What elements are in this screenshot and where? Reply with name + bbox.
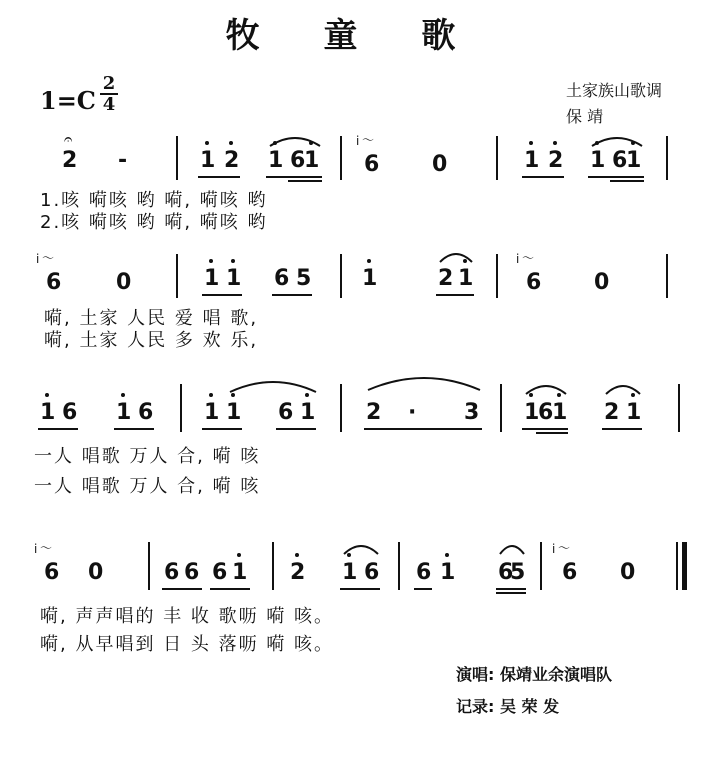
high-dot [209, 259, 213, 263]
note: - [118, 148, 128, 173]
author-credit: 保 靖 [566, 107, 604, 126]
note: 5 [510, 560, 526, 585]
note: 1 [524, 400, 540, 425]
lyric-line: 嗬, 土家 人民 爱 唱 歌, [44, 308, 259, 329]
underline [276, 428, 316, 430]
note: 1 [226, 266, 242, 291]
note: 6 [526, 270, 542, 295]
note: 1 [204, 400, 220, 425]
note: 1 [458, 266, 474, 291]
barline [340, 254, 342, 298]
lyric-line: 一人 唱歌 万人 合, 嗬 咳 [34, 446, 261, 467]
tremolo-icon: ～ [362, 133, 375, 147]
underline [496, 592, 526, 594]
underline [202, 294, 242, 296]
note: 1 [232, 560, 248, 585]
underline [340, 588, 380, 590]
song-title: 牧 童 歌 [225, 16, 482, 56]
barline [176, 136, 178, 180]
underline [436, 294, 474, 296]
slur [268, 134, 322, 148]
note: 6 [212, 560, 228, 585]
lyric-line: 嗬, 从早唱到 日 头 落呖 嗬 咳。 [40, 634, 335, 655]
note: 6 [278, 400, 294, 425]
note: 6 [46, 270, 62, 295]
underline [588, 176, 644, 178]
note: 1 [204, 266, 220, 291]
note: 1 [268, 148, 284, 173]
underline [536, 432, 568, 434]
note: 6 [498, 560, 514, 585]
lyric-line: 一人 唱歌 万人 合, 嗬 咳 [34, 476, 261, 497]
barline [340, 384, 342, 432]
note: 6 [62, 400, 78, 425]
barline [148, 542, 150, 590]
high-dot [205, 141, 209, 145]
note: 2 [224, 148, 240, 173]
high-dot [295, 553, 299, 557]
note: 2 [62, 148, 78, 173]
lyric-line: 嗬, 声声唱的 丰 收 歌呖 嗬 咳。 [40, 606, 335, 627]
note: 6 [538, 400, 554, 425]
slur [604, 382, 642, 396]
slur [228, 378, 318, 394]
high-dot [367, 259, 371, 263]
note: 2 [438, 266, 454, 291]
note: 0 [116, 270, 132, 295]
note: 1 [226, 400, 242, 425]
barline [340, 136, 342, 180]
underline [210, 588, 250, 590]
tremolo-icon: ～ [522, 251, 535, 265]
lyric-line: 1.咳 嗬咳 哟 嗬, 嗬咳 哟 [40, 190, 268, 211]
note: 6 [184, 560, 200, 585]
barline [398, 542, 400, 590]
note: 6 [164, 560, 180, 585]
slur [524, 382, 568, 396]
underline [602, 428, 642, 430]
lyric-line: 嗬, 土家 人民 多 欢 乐, [44, 330, 259, 351]
tremolo-icon: ～ [558, 541, 571, 555]
note: 1 [590, 148, 606, 173]
note: 1 [342, 560, 358, 585]
underline [610, 180, 644, 182]
genre-credit: 土家族山歌调 [566, 81, 663, 100]
slur [590, 134, 644, 148]
note: 0 [594, 270, 610, 295]
underline [202, 428, 242, 430]
barline [666, 136, 668, 180]
note: 5 [296, 266, 312, 291]
barline [678, 384, 680, 432]
barline [180, 384, 182, 432]
slur [498, 542, 526, 556]
underline [198, 176, 240, 178]
meter-bottom: 4 [102, 94, 116, 115]
high-dot [445, 553, 449, 557]
grace-note: i [36, 252, 40, 266]
grace-note: i [552, 542, 556, 556]
note: · [408, 400, 417, 425]
underline [162, 588, 202, 590]
final-barline-thin [676, 542, 678, 590]
key-signature: 1=C [40, 86, 96, 115]
note: 2 [604, 400, 620, 425]
note: 2 [548, 148, 564, 173]
high-dot [45, 393, 49, 397]
note: 1 [300, 400, 316, 425]
barline [272, 542, 274, 590]
fermata-icon: 𝄐 [64, 130, 73, 148]
note: 1 [626, 400, 642, 425]
underline [496, 588, 526, 590]
underline [38, 428, 78, 430]
note: 1 [304, 148, 320, 173]
note: 6 [562, 560, 578, 585]
lyric-line: 2.咳 嗬咳 哟 嗬, 嗬咳 哟 [40, 212, 268, 233]
final-barline-thick [682, 542, 687, 590]
note: 1 [40, 400, 56, 425]
note: 1 [524, 148, 540, 173]
note: 0 [88, 560, 104, 585]
note: 0 [432, 152, 448, 177]
underline [522, 428, 568, 430]
underline [114, 428, 154, 430]
grace-note: i [34, 542, 38, 556]
note: 3 [464, 400, 480, 425]
underline [414, 588, 432, 590]
underline [522, 176, 564, 178]
note: 2 [366, 400, 382, 425]
note: 1 [116, 400, 132, 425]
barline [496, 136, 498, 180]
grace-note: i [516, 252, 520, 266]
barline [500, 384, 502, 432]
note: 2 [290, 560, 306, 585]
barline [496, 254, 498, 298]
high-dot [553, 141, 557, 145]
barline [666, 254, 668, 298]
note: 6 [612, 148, 628, 173]
note: 6 [290, 148, 306, 173]
tremolo-icon: ～ [42, 251, 55, 265]
note: 1 [626, 148, 642, 173]
note: 0 [620, 560, 636, 585]
note: 6 [364, 560, 380, 585]
time-signature [100, 74, 118, 114]
high-dot [209, 393, 213, 397]
slur [366, 374, 482, 392]
high-dot [231, 259, 235, 263]
underline [272, 294, 312, 296]
note: 1 [440, 560, 456, 585]
note: 6 [274, 266, 290, 291]
barline [540, 542, 542, 590]
singer-credit: 演唱: 保靖业余演唱队 [456, 665, 612, 684]
high-dot [529, 141, 533, 145]
meter-top: 2 [100, 74, 118, 95]
underline [266, 176, 322, 178]
underline [288, 180, 322, 182]
note: 1 [552, 400, 568, 425]
tremolo-icon: ～ [40, 541, 53, 555]
high-dot [237, 553, 241, 557]
note: 6 [364, 152, 380, 177]
note: 1 [200, 148, 216, 173]
slur [342, 542, 380, 556]
barline [176, 254, 178, 298]
underline [364, 428, 482, 430]
note: 6 [416, 560, 432, 585]
grace-note: i [356, 134, 360, 148]
note: 6 [44, 560, 60, 585]
slur [438, 250, 474, 264]
note: 1 [362, 266, 378, 291]
note: 6 [138, 400, 154, 425]
high-dot [121, 393, 125, 397]
high-dot [229, 141, 233, 145]
recorder-credit: 记录: 吴 荣 发 [456, 697, 560, 716]
